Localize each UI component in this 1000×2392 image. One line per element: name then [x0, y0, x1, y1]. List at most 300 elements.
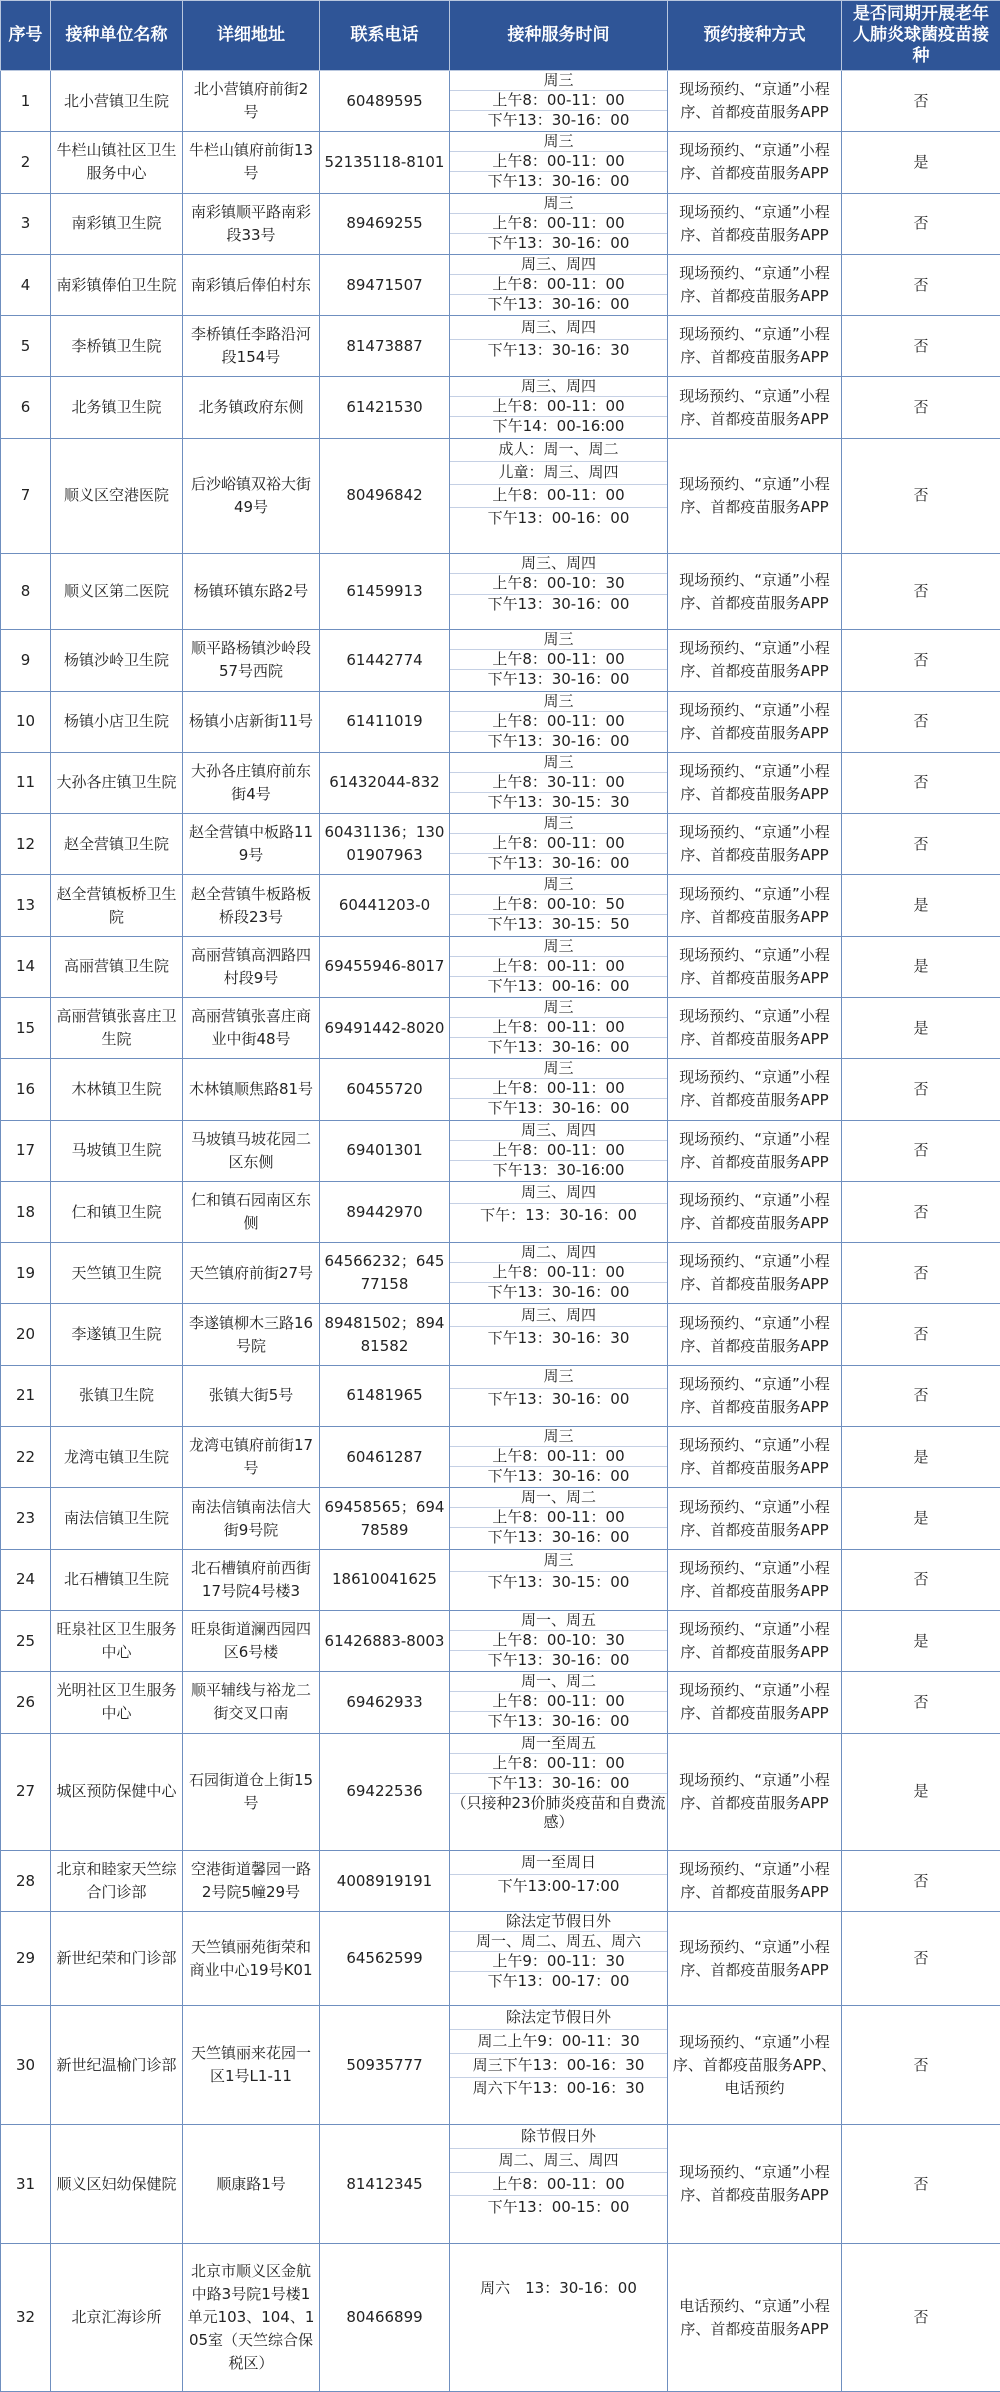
cell-unit-name: 顺义区空港医院 — [51, 438, 183, 553]
cell-index: 4 — [1, 254, 51, 315]
cell-unit-name: 新世纪温榆门诊部 — [51, 2006, 183, 2125]
cell-index: 6 — [1, 377, 51, 438]
cell-booking-method: 现场预约、“京通”小程序、首都疫苗服务APP — [668, 1488, 842, 1549]
cell-booking-method: 现场预约、“京通”小程序、首都疫苗服务APP — [668, 1733, 842, 1851]
cell-unit-name: 大孙各庄镇卫生院 — [51, 752, 183, 813]
service-time-line: 周三 — [450, 132, 667, 152]
service-time-lines — [450, 814, 667, 873]
cell-address: 北石槽镇府前西街17号院4号楼3 — [183, 1549, 320, 1610]
service-time-line: 下午13：00-16：00 — [487, 509, 630, 528]
cell-pneumococcal: 否 — [842, 254, 1000, 315]
service-time-line: 周三 — [450, 753, 667, 773]
cell-unit-name: 李桥镇卫生院 — [51, 316, 183, 377]
cell-unit-name: 木林镇卫生院 — [51, 1059, 183, 1120]
table-row — [1, 193, 1000, 254]
cell-index: 10 — [1, 691, 51, 752]
cell-address: 龙湾屯镇府前街17号 — [183, 1427, 320, 1488]
service-time-lines — [450, 1610, 667, 1669]
cell-index: 25 — [1, 1610, 51, 1671]
service-time-line: 周一、周五 — [450, 1611, 667, 1631]
cell-address: 南法信镇南法信大街9号院 — [183, 1488, 320, 1549]
service-time-lines — [450, 630, 667, 689]
cell-service-time — [450, 936, 668, 997]
header-index: 序号 — [1, 1, 51, 71]
service-time-line: 儿童：周三、周四 — [450, 462, 667, 485]
cell-unit-name: 顺义区妇幼保健院 — [51, 2125, 183, 2244]
cell-unit-name: 牛栏山镇社区卫生服务中心 — [51, 132, 183, 193]
cell-pneumococcal: 是 — [842, 997, 1000, 1058]
cell-booking-method: 现场预约、“京通”小程序、首都疫苗服务APP — [668, 814, 842, 875]
cell-unit-name: 北务镇卫生院 — [51, 377, 183, 438]
cell-phone: 69422536 — [320, 1733, 450, 1851]
cell-index: 16 — [1, 1059, 51, 1120]
cell-address: 空港街道馨园一路2号院5幢29号 — [183, 1851, 320, 1912]
service-time-line: 上午8：00-10：50 — [450, 895, 667, 915]
service-time-line: 上午8：00-11：00 — [450, 1263, 667, 1283]
cell-phone: 81473887 — [320, 316, 450, 377]
table-row — [1, 316, 1000, 377]
service-time-line: 上午8：00-11：00 — [450, 275, 667, 295]
cell-phone: 61481965 — [320, 1365, 450, 1426]
service-time-line: （只接种23价肺炎疫苗和自费流感） — [451, 1793, 666, 1831]
cell-phone: 60431136；13001907963 — [320, 814, 450, 875]
service-time-line: 周三、周四 — [450, 554, 667, 574]
header-service-time: 接种服务时间 — [450, 1, 668, 71]
cell-pneumococcal: 否 — [842, 1365, 1000, 1426]
header-phone: 联系电话 — [320, 1, 450, 71]
service-time-line: 下午13：30-16：00 — [487, 111, 630, 129]
cell-booking-method: 现场预约、“京通”小程序、首都疫苗服务APP — [668, 752, 842, 813]
cell-phone: 50935777 — [320, 2006, 450, 2125]
service-time-lines — [450, 1120, 667, 1179]
cell-unit-name: 旺泉社区卫生服务中心 — [51, 1610, 183, 1671]
cell-pneumococcal: 否 — [842, 1672, 1000, 1733]
table-row — [1, 377, 1000, 438]
service-time-line: 周一至周五 — [450, 1734, 667, 1754]
cell-index: 28 — [1, 1851, 51, 1912]
cell-service-time — [450, 997, 668, 1058]
service-time-lines — [450, 439, 667, 530]
service-time-line: 下午13：00-16：00 — [487, 976, 630, 995]
cell-pneumococcal: 否 — [842, 1243, 1000, 1304]
cell-booking-method: 现场预约、“京通”小程序、首都疫苗服务APP — [668, 997, 842, 1058]
service-time-lines — [450, 2125, 667, 2219]
service-time-lines — [450, 1182, 667, 1226]
service-time-line: 上午8：00-11：00 — [450, 650, 667, 670]
cell-unit-name: 杨镇小店卫生院 — [51, 691, 183, 752]
cell-phone: 52135118-8101 — [320, 132, 450, 193]
cell-phone: 69462933 — [320, 1672, 450, 1733]
service-time-line: 下午13：30-16：00 — [487, 1712, 630, 1731]
service-time-lines — [450, 936, 667, 995]
cell-pneumococcal: 否 — [842, 2244, 1000, 2392]
service-time-line: 下午13：30-16：00 — [450, 1774, 667, 1794]
service-time-line: 周三 — [450, 875, 667, 895]
cell-index: 29 — [1, 1912, 51, 2006]
service-time-line: 下午13：30-16：00 — [487, 172, 630, 191]
cell-unit-name: 高丽营镇卫生院 — [51, 936, 183, 997]
cell-pneumococcal: 否 — [842, 438, 1000, 553]
cell-service-time — [450, 630, 668, 691]
cell-index: 9 — [1, 630, 51, 691]
cell-booking-method: 现场预约、“京通”小程序、首都疫苗服务APP — [668, 254, 842, 315]
cell-service-time — [450, 1488, 668, 1549]
service-time-line: 下午：13：30-16：00 — [480, 1205, 637, 1224]
service-time-line: 下午13：30-16：00 — [487, 670, 630, 689]
cell-pneumococcal: 否 — [842, 691, 1000, 752]
cell-address: 赵全营镇中板路119号 — [183, 814, 320, 875]
service-time-line: 上午8：00-11：00 — [450, 957, 667, 977]
table-row — [1, 1120, 1000, 1181]
cell-index: 3 — [1, 193, 51, 254]
service-time-lines — [450, 691, 667, 750]
service-time-lines — [450, 1488, 667, 1547]
cell-phone: 61426883-8003 — [320, 1610, 450, 1671]
cell-index: 14 — [1, 936, 51, 997]
service-time-line: 上午8：00-11：00 — [450, 1447, 667, 1467]
service-time-line: 除法定节假日外 — [450, 2006, 667, 2030]
cell-booking-method: 现场预约、“京通”小程序、首都疫苗服务APP — [668, 1427, 842, 1488]
cell-phone: 61411019 — [320, 691, 450, 752]
cell-address: 顺康路1号 — [183, 2125, 320, 2244]
table-row — [1, 936, 1000, 997]
service-time-line: 周三 — [450, 814, 667, 834]
cell-index: 5 — [1, 316, 51, 377]
service-time-line: 周三 — [450, 692, 667, 712]
cell-phone: 89471507 — [320, 254, 450, 315]
cell-phone: 89442970 — [320, 1181, 450, 1242]
cell-service-time — [450, 71, 668, 132]
cell-phone: 61432044-832 — [320, 752, 450, 813]
cell-phone: 69455946-8017 — [320, 936, 450, 997]
table-row — [1, 1610, 1000, 1671]
cell-phone: 60489595 — [320, 71, 450, 132]
cell-booking-method: 现场预约、“京通”小程序、首都疫苗服务APP — [668, 193, 842, 254]
cell-service-time — [450, 1851, 668, 1912]
cell-address: 马坡镇马坡花园二区东侧 — [183, 1120, 320, 1181]
cell-index: 22 — [1, 1427, 51, 1488]
table-row — [1, 1733, 1000, 1851]
cell-index: 26 — [1, 1672, 51, 1733]
table-row — [1, 1851, 1000, 1912]
service-time-line: 周六 13：30-16：00 — [480, 2279, 637, 2297]
cell-index: 2 — [1, 132, 51, 193]
service-time-lines — [450, 2244, 667, 2333]
cell-phone: 64562599 — [320, 1912, 450, 2006]
cell-index: 8 — [1, 553, 51, 629]
cell-index: 1 — [1, 71, 51, 132]
service-time-line: 周二、周四 — [450, 1243, 667, 1263]
service-time-lines — [450, 875, 667, 934]
service-time-line: 下午13：30-15：30 — [487, 792, 630, 811]
cell-address: 北小营镇府前街2号 — [183, 71, 320, 132]
cell-booking-method: 现场预约、“京通”小程序、首都疫苗服务APP — [668, 71, 842, 132]
cell-unit-name: 天竺镇卫生院 — [51, 1243, 183, 1304]
service-time-line: 下午13：30-16：00 — [487, 594, 630, 613]
cell-service-time — [450, 1059, 668, 1120]
cell-index: 30 — [1, 2006, 51, 2125]
cell-booking-method: 现场预约、“京通”小程序、首都疫苗服务APP — [668, 875, 842, 936]
service-time-lines — [450, 1304, 667, 1349]
service-time-lines — [450, 254, 667, 313]
cell-unit-name: 赵全营镇板桥卫生院 — [51, 875, 183, 936]
cell-address: 大孙各庄镇府前东街4号 — [183, 752, 320, 813]
cell-service-time — [450, 1733, 668, 1851]
cell-index: 32 — [1, 2244, 51, 2392]
table-row — [1, 691, 1000, 752]
cell-service-time — [450, 1365, 668, 1426]
service-time-lines — [450, 1550, 667, 1594]
table-row — [1, 814, 1000, 875]
service-time-line: 下午13：30-16：00 — [487, 1467, 630, 1486]
cell-service-time — [450, 377, 668, 438]
service-time-line: 周三 — [450, 630, 667, 650]
cell-phone: 4008919191 — [320, 1851, 450, 1912]
cell-address: 南彩镇顺平路南彩段33号 — [183, 193, 320, 254]
cell-service-time — [450, 193, 668, 254]
cell-address: 木林镇顺焦路81号 — [183, 1059, 320, 1120]
table-row — [1, 875, 1000, 936]
cell-phone: 89469255 — [320, 193, 450, 254]
cell-index: 7 — [1, 438, 51, 553]
cell-pneumococcal: 是 — [842, 1733, 1000, 1851]
cell-pneumococcal: 否 — [842, 630, 1000, 691]
service-time-line: 上午8：00-11：00 — [450, 1141, 667, 1161]
cell-pneumococcal: 否 — [842, 752, 1000, 813]
service-time-line: 上午8：00-11：00 — [450, 214, 667, 234]
cell-booking-method: 现场预约、“京通”小程序、首都疫苗服务APP — [668, 630, 842, 691]
service-time-lines — [450, 1851, 667, 1898]
service-time-lines — [450, 752, 667, 811]
cell-booking-method: 现场预约、“京通”小程序、首都疫苗服务APP — [668, 438, 842, 553]
cell-index: 31 — [1, 2125, 51, 2244]
service-time-lines — [450, 71, 667, 129]
table-row — [1, 1365, 1000, 1426]
cell-pneumococcal: 否 — [842, 1059, 1000, 1120]
service-time-line: 上午8：00-10：30 — [450, 1631, 667, 1651]
cell-pneumococcal: 是 — [842, 132, 1000, 193]
cell-pneumococcal: 否 — [842, 553, 1000, 629]
service-time-line: 下午13：30-16：00 — [487, 1528, 630, 1547]
service-time-lines — [450, 1243, 667, 1302]
table-row — [1, 1243, 1000, 1304]
cell-address: 天竺镇丽苑街荣和商业中心19号K01 — [183, 1912, 320, 2006]
cell-phone: 80466899 — [320, 2244, 450, 2392]
service-time-line: 下午13：00-15：00 — [487, 2198, 630, 2217]
table-row — [1, 71, 1000, 132]
service-time-line: 下午13：30-16：00 — [487, 1037, 630, 1056]
cell-address: 顺平辅线与裕龙二街交叉口南 — [183, 1672, 320, 1733]
cell-address: 赵全营镇牛板路板桥段23号 — [183, 875, 320, 936]
cell-phone: 61459913 — [320, 553, 450, 629]
table-row — [1, 132, 1000, 193]
header-unit-name: 接种单位名称 — [51, 1, 183, 71]
cell-service-time — [450, 254, 668, 315]
cell-address: 旺泉街道澜西园四区6号楼 — [183, 1610, 320, 1671]
service-time-line: 周三 — [450, 1366, 667, 1389]
cell-address: 顺平路杨镇沙岭段57号西院 — [183, 630, 320, 691]
service-time-line: 上午8：00-11：00 — [450, 1692, 667, 1712]
service-time-line: 周三 — [450, 937, 667, 957]
cell-pneumococcal: 否 — [842, 1120, 1000, 1181]
table-row — [1, 1304, 1000, 1365]
cell-phone: 69491442-8020 — [320, 997, 450, 1058]
cell-booking-method: 现场预约、“京通”小程序、首都疫苗服务APP — [668, 2125, 842, 2244]
table-row — [1, 438, 1000, 553]
table-row — [1, 1549, 1000, 1610]
cell-unit-name: 龙湾屯镇卫生院 — [51, 1427, 183, 1488]
service-time-line: 下午13：30-16:00 — [492, 1160, 625, 1179]
service-time-line: 上午8：00-11：00 — [450, 834, 667, 854]
cell-address: 北务镇政府东侧 — [183, 377, 320, 438]
table-row — [1, 1912, 1000, 2006]
cell-address: 杨镇环镇东路2号 — [183, 553, 320, 629]
cell-unit-name: 南彩镇俸伯卫生院 — [51, 254, 183, 315]
service-time-lines — [450, 1672, 667, 1731]
service-time-line: 下午13：30-15：50 — [487, 915, 630, 934]
cell-unit-name: 城区预防保健中心 — [51, 1733, 183, 1851]
cell-unit-name: 南彩镇卫生院 — [51, 193, 183, 254]
cell-address: 张镇大街5号 — [183, 1365, 320, 1426]
header-pneumococcal: 是否同期开展老年人肺炎球菌疫苗接种 — [842, 1, 1000, 71]
cell-phone: 89481502；89481582 — [320, 1304, 450, 1365]
service-time-line: 周三、周四 — [450, 377, 667, 397]
service-time-line: 周三下午13：00-16：30 — [450, 2054, 667, 2078]
cell-unit-name: 北京和睦家天竺综合门诊部 — [51, 1851, 183, 1912]
cell-phone: 80496842 — [320, 438, 450, 553]
cell-index: 12 — [1, 814, 51, 875]
cell-unit-name: 马坡镇卫生院 — [51, 1120, 183, 1181]
service-time-lines — [450, 193, 667, 252]
table-row — [1, 1488, 1000, 1549]
cell-index: 19 — [1, 1243, 51, 1304]
cell-booking-method: 现场预约、“京通”小程序、首都疫苗服务APP — [668, 1059, 842, 1120]
cell-unit-name: 杨镇沙岭卫生院 — [51, 630, 183, 691]
cell-phone: 60461287 — [320, 1427, 450, 1488]
service-time-lines — [450, 997, 667, 1056]
table-row — [1, 1181, 1000, 1242]
table-row — [1, 2244, 1000, 2392]
cell-pneumococcal: 否 — [842, 1851, 1000, 1912]
table-row — [1, 630, 1000, 691]
cell-address: 天竺镇府前街27号 — [183, 1243, 320, 1304]
service-time-line: 周二上午9：00-11：30 — [450, 2030, 667, 2054]
cell-booking-method: 现场预约、“京通”小程序、首都疫苗服务APP — [668, 936, 842, 997]
service-time-line: 下午13：30-16：30 — [487, 1328, 630, 1347]
service-time-line: 周三 — [450, 71, 667, 91]
cell-unit-name: 张镇卫生院 — [51, 1365, 183, 1426]
cell-booking-method: 现场预约、“京通”小程序、首都疫苗服务APP — [668, 316, 842, 377]
table-header-row — [1, 1, 1000, 71]
cell-address: 后沙峪镇双裕大街49号 — [183, 438, 320, 553]
service-time-line: 上午8：00-11：00 — [450, 485, 667, 508]
table-row — [1, 1672, 1000, 1733]
cell-address: 高丽营镇高泗路四村段9号 — [183, 936, 320, 997]
cell-phone: 69401301 — [320, 1120, 450, 1181]
cell-pneumococcal: 否 — [842, 1912, 1000, 2006]
cell-pneumococcal: 否 — [842, 1304, 1000, 1365]
table-row — [1, 752, 1000, 813]
service-time-line: 周三、周四 — [450, 255, 667, 275]
service-time-line: 上午8：00-11：00 — [450, 1079, 667, 1099]
cell-booking-method: 现场预约、“京通”小程序、首都疫苗服务APP — [668, 1365, 842, 1426]
service-time-line: 下午13：30-16：00 — [487, 731, 630, 750]
service-time-lines — [450, 1912, 667, 1991]
service-time-line: 周六下午13：00-16：30 — [472, 2079, 645, 2098]
cell-booking-method: 现场预约、“京通”小程序、首都疫苗服务APP — [668, 553, 842, 629]
cell-index: 11 — [1, 752, 51, 813]
cell-address: 高丽营镇张喜庄商业中街48号 — [183, 997, 320, 1058]
service-time-line: 下午13：30-16：00 — [487, 1650, 630, 1669]
cell-address: 天竺镇丽来花园一区1号L1-11 — [183, 2006, 320, 2125]
service-time-line: 周三 — [450, 1550, 667, 1573]
cell-index: 21 — [1, 1365, 51, 1426]
service-time-line: 周一、周二、周五、周六 — [450, 1932, 667, 1952]
service-time-line: 下午13：00-17：00 — [487, 1972, 630, 1991]
cell-service-time — [450, 2006, 668, 2125]
service-time-line: 上午8：00-11：00 — [450, 2173, 667, 2197]
cell-service-time — [450, 1672, 668, 1733]
cell-booking-method: 现场预约、“京通”小程序、首都疫苗服务APP — [668, 1304, 842, 1365]
cell-address: 牛栏山镇府前街13号 — [183, 132, 320, 193]
cell-unit-name: 仁和镇卫生院 — [51, 1181, 183, 1242]
table-row — [1, 1059, 1000, 1120]
cell-phone: 69458565；69478589 — [320, 1488, 450, 1549]
cell-service-time — [450, 132, 668, 193]
service-time-lines — [450, 132, 667, 191]
service-time-line: 周一、周二 — [450, 1488, 667, 1508]
cell-unit-name: 南法信镇卫生院 — [51, 1488, 183, 1549]
cell-address: 石园街道仓上街15号 — [183, 1733, 320, 1851]
cell-service-time — [450, 1243, 668, 1304]
cell-pneumococcal: 否 — [842, 2006, 1000, 2125]
service-time-lines — [450, 377, 667, 436]
cell-unit-name: 北石槽镇卫生院 — [51, 1549, 183, 1610]
service-time-line: 上午8：30-11：00 — [450, 773, 667, 793]
cell-service-time — [450, 1181, 668, 1242]
service-time-line: 下午13：30-16：00 — [487, 1390, 630, 1409]
cell-service-time — [450, 752, 668, 813]
service-time-line: 下午13：30-15：00 — [487, 1573, 630, 1592]
service-time-line: 成人：周一、周二 — [450, 439, 667, 462]
cell-booking-method: 现场预约、“京通”小程序、首都疫苗服务APP — [668, 1549, 842, 1610]
cell-pneumococcal: 是 — [842, 1427, 1000, 1488]
cell-booking-method: 现场预约、“京通”小程序、首都疫苗服务APP — [668, 377, 842, 438]
cell-booking-method: 现场预约、“京通”小程序、首都疫苗服务APP — [668, 1912, 842, 2006]
cell-booking-method: 现场预约、“京通”小程序、首都疫苗服务APP — [668, 1610, 842, 1671]
cell-index: 20 — [1, 1304, 51, 1365]
cell-pneumococcal: 否 — [842, 377, 1000, 438]
cell-unit-name: 赵全营镇卫生院 — [51, 814, 183, 875]
cell-index: 27 — [1, 1733, 51, 1851]
cell-pneumococcal: 否 — [842, 1181, 1000, 1242]
cell-pneumococcal: 是 — [842, 1610, 1000, 1671]
service-time-line: 下午13：30-16：00 — [487, 233, 630, 252]
service-time-line: 周三 — [450, 998, 667, 1018]
table-row — [1, 997, 1000, 1058]
service-time-line: 上午8：00-11：00 — [450, 1508, 667, 1528]
cell-service-time — [450, 1427, 668, 1488]
cell-index: 13 — [1, 875, 51, 936]
header-address: 详细地址 — [183, 1, 320, 71]
header-booking-method: 预约接种方式 — [668, 1, 842, 71]
cell-booking-method: 现场预约、“京通”小程序、首都疫苗服务APP — [668, 1672, 842, 1733]
cell-unit-name: 北小营镇卫生院 — [51, 71, 183, 132]
cell-booking-method: 现场预约、“京通”小程序、首都疫苗服务APP — [668, 1181, 842, 1242]
cell-index: 23 — [1, 1488, 51, 1549]
cell-booking-method: 现场预约、“京通”小程序、首都疫苗服务APP — [668, 1243, 842, 1304]
service-time-line: 上午8：00-11：00 — [450, 1018, 667, 1038]
